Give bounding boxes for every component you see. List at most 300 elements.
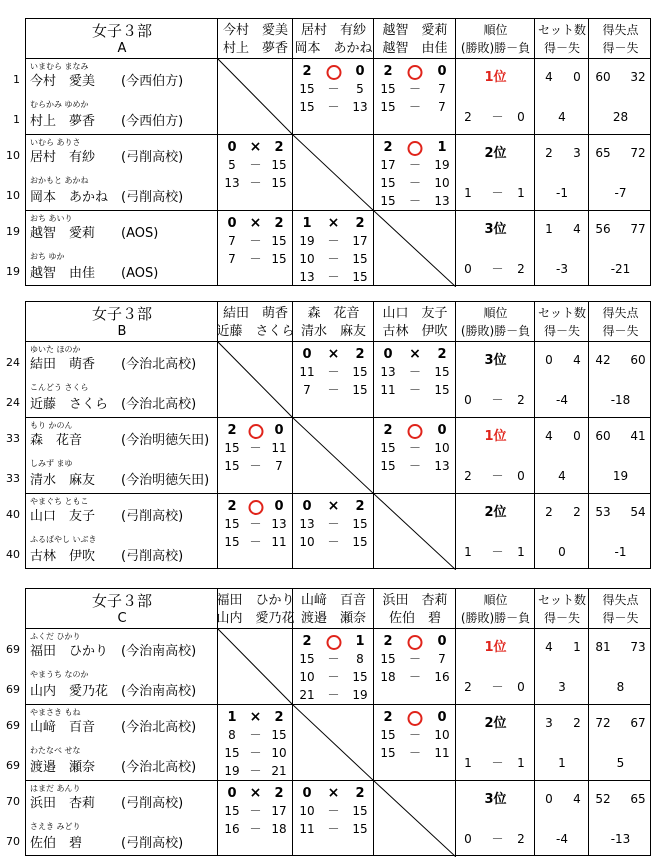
set-points-against: 15 (352, 270, 368, 284)
player-club: (今治北高校) (121, 720, 197, 735)
win-circle-icon (248, 424, 263, 439)
seed-number: 24 (6, 356, 20, 369)
points-difference: 19 (612, 469, 629, 483)
player-name: 今村 愛美 (30, 74, 96, 89)
wl-dash: － (491, 680, 504, 694)
player-kana: むらかみ ゆめか (30, 100, 89, 109)
match-score-won: 0 (383, 347, 393, 362)
wl-dash: － (491, 262, 504, 276)
column-player-name: 居村 有紗 (300, 23, 367, 38)
set-points-against: 11 (271, 441, 287, 455)
column-player-name: 越智 愛莉 (382, 23, 448, 38)
row-divider (26, 628, 650, 629)
wl-dash: － (491, 110, 504, 124)
match-score-won: 2 (302, 634, 312, 649)
set-points-against: 19 (352, 688, 368, 702)
seed-number: 40 (6, 508, 20, 521)
set-points-for: 15 (380, 176, 396, 190)
match-score-won: 2 (383, 710, 393, 725)
column-player-name: 森 花音 (307, 306, 360, 321)
seed-number: 1 (13, 73, 20, 86)
set-points-for: 15 (299, 100, 315, 114)
match-score-lost: 2 (355, 499, 365, 514)
sets-lost: 0 (573, 70, 581, 84)
set-dash: － (327, 82, 340, 96)
self-match-diagonal (293, 418, 374, 494)
set-points-against: 11 (434, 746, 450, 760)
set-points-against: 13 (434, 194, 450, 208)
set-dash: － (408, 459, 422, 473)
set-dash: － (249, 822, 262, 836)
set-points-against: 13 (434, 459, 450, 473)
set-points-for: 15 (380, 652, 396, 666)
set-points-against: 7 (438, 100, 446, 114)
match-score-won: 0 (302, 347, 312, 362)
set-points-for: 15 (299, 82, 315, 96)
player-kana: やまうち なのか (30, 670, 89, 679)
points-for: 42 (595, 353, 611, 367)
set-points-against: 10 (434, 176, 450, 190)
sets-lost: 2 (573, 716, 581, 730)
standings-table (25, 301, 651, 569)
set-points-against: 15 (352, 517, 368, 531)
set-points-for: 13 (299, 270, 315, 284)
losses-count: 1 (517, 186, 525, 200)
wins-count: 2 (464, 110, 472, 124)
sets-difference: 4 (558, 110, 566, 124)
player-name: 森 花音 (30, 433, 83, 448)
seed-number: 10 (6, 189, 20, 202)
set-points-for: 7 (228, 234, 236, 248)
set-points-for: 19 (224, 764, 240, 778)
set-dash: － (408, 728, 422, 742)
set-points-against: 13 (352, 100, 368, 114)
set-points-against: 10 (434, 441, 450, 455)
header-sets-plusminus: 得－失 (543, 41, 581, 55)
match-score-lost: 0 (355, 64, 365, 79)
player-kana: おち ゆか (30, 252, 65, 261)
sets-difference: -4 (556, 832, 568, 846)
set-points-for: 11 (299, 365, 315, 379)
set-dash: － (249, 764, 262, 778)
group-title: 女子３部 (91, 592, 153, 610)
set-points-for: 13 (299, 517, 315, 531)
player-club: (弓削高校) (121, 150, 184, 165)
self-match-diagonal (374, 781, 456, 857)
win-circle-icon (326, 65, 341, 80)
header-rank: 順位 (483, 593, 508, 607)
match-score-lost: 2 (355, 786, 365, 801)
win-circle-icon (408, 65, 423, 80)
match-score-won: 2 (227, 423, 237, 438)
column-player-name: 岡本 あかね (294, 41, 373, 56)
win-circle-icon (408, 635, 423, 650)
set-dash: － (408, 176, 422, 190)
set-dash: － (249, 234, 262, 248)
set-points-for: 15 (380, 194, 396, 208)
set-points-against: 18 (271, 822, 287, 836)
header-points-plusminus: 得－失 (602, 611, 639, 625)
player-kana: おかもと あかね (30, 176, 89, 185)
set-dash: － (408, 82, 422, 96)
player-club: (AOS) (121, 226, 159, 241)
player-club: (今治南高校) (121, 684, 197, 699)
group-letter: A (117, 41, 127, 56)
points-for: 52 (595, 792, 611, 806)
set-points-against: 15 (352, 804, 368, 818)
set-dash: － (327, 270, 340, 284)
points-against: 60 (630, 353, 646, 367)
set-points-against: 16 (434, 670, 450, 684)
set-points-for: 21 (299, 688, 315, 702)
match-score-won: 1 (302, 216, 312, 231)
set-dash: － (408, 746, 422, 760)
sets-lost: 1 (573, 640, 581, 654)
match-score-lost: 1 (355, 634, 365, 649)
player-club: (弓削高校) (121, 836, 184, 851)
set-points-against: 19 (434, 158, 450, 172)
seed-number: 19 (6, 265, 20, 278)
header-sets: セット数 (537, 593, 587, 607)
rank-badge: 1位 (484, 429, 507, 444)
set-points-against: 15 (352, 383, 368, 397)
player-club: (弓削高校) (121, 796, 184, 811)
set-dash: － (408, 652, 422, 666)
sets-difference: 1 (558, 756, 566, 770)
player-name: 近藤 さくら (30, 397, 109, 412)
player-club: (弓削高校) (121, 190, 184, 205)
win-circle-icon (408, 711, 423, 726)
points-difference: 8 (616, 680, 625, 694)
group-letter: C (117, 611, 127, 626)
match-score-lost: 1 (437, 140, 447, 155)
set-points-against: 10 (434, 728, 450, 742)
wl-dash: － (491, 393, 504, 407)
player-kana: ふるばやし いぶき (30, 535, 97, 544)
rank-badge: 3位 (484, 353, 507, 368)
set-dash: － (249, 804, 262, 818)
rank-badge: 1位 (484, 70, 507, 85)
match-score-won: 2 (383, 140, 393, 155)
player-name: 山内 愛乃花 (30, 684, 109, 699)
points-against: 67 (630, 716, 646, 730)
wl-dash: － (491, 545, 504, 559)
player-kana: もり かのん (30, 421, 73, 430)
points-against: 41 (630, 429, 646, 443)
losses-count: 0 (517, 469, 525, 483)
match-score-lost: 0 (274, 499, 284, 514)
match-score-won: 0 (227, 216, 237, 231)
set-dash: － (249, 459, 262, 473)
set-points-against: 15 (352, 670, 368, 684)
set-dash: － (408, 194, 422, 208)
standings-group-c (0, 588, 671, 856)
set-dash: － (327, 100, 340, 114)
column-player-name: 古林 伊吹 (382, 324, 448, 339)
rank-badge: 3位 (484, 792, 507, 807)
column-player-name: 山口 友子 (382, 306, 448, 321)
points-against: 72 (630, 146, 646, 160)
set-points-against: 15 (352, 822, 368, 836)
set-points-for: 5 (228, 158, 236, 172)
column-player-name: 今村 愛美 (222, 23, 289, 38)
set-dash: － (327, 670, 340, 684)
set-points-against: 10 (271, 746, 287, 760)
wins-count: 1 (464, 186, 472, 200)
sets-won: 2 (545, 505, 553, 519)
set-points-against: 15 (434, 383, 450, 397)
losses-count: 2 (517, 262, 525, 276)
points-for: 56 (595, 222, 611, 236)
set-points-for: 18 (380, 670, 396, 684)
set-dash: － (249, 176, 262, 190)
set-dash: － (327, 804, 340, 818)
points-for: 72 (595, 716, 611, 730)
header-rank: 順位 (483, 306, 508, 320)
set-points-against: 15 (434, 365, 450, 379)
set-points-for: 8 (228, 728, 236, 742)
points-against: 54 (630, 505, 646, 519)
player-name: 清水 麻友 (30, 473, 96, 488)
self-match-diagonal (374, 211, 456, 287)
player-kana: こんどう さくら (30, 383, 89, 392)
self-match-diagonal (293, 705, 374, 781)
player-kana: やまさき もね (30, 708, 81, 717)
match-score-lost: 2 (274, 216, 284, 231)
set-dash: － (327, 517, 340, 531)
header-win-loss: (勝敗)勝－負 (460, 611, 531, 625)
set-points-against: 5 (356, 82, 364, 96)
set-points-for: 15 (299, 652, 315, 666)
set-points-for: 10 (299, 535, 315, 549)
win-circle-icon (326, 635, 341, 650)
win-circle-icon (248, 500, 263, 515)
win-circle-icon (408, 424, 423, 439)
set-points-for: 11 (299, 822, 315, 836)
player-club: (今治北高校) (121, 357, 197, 372)
standings-table (25, 18, 651, 286)
set-points-for: 15 (224, 517, 240, 531)
points-for: 60 (595, 429, 611, 443)
match-score-won: 1 (227, 710, 237, 725)
player-kana: やまぐち ともこ (30, 497, 89, 506)
sets-difference: -4 (556, 393, 568, 407)
sets-won: 2 (545, 146, 553, 160)
standings-group-b (0, 301, 671, 569)
set-points-for: 7 (228, 252, 236, 266)
header-points-plusminus: 得－失 (602, 41, 639, 55)
wins-count: 0 (464, 832, 472, 846)
header-win-loss: (勝敗)勝－負 (460, 324, 531, 338)
losses-count: 1 (517, 756, 525, 770)
wins-count: 1 (464, 756, 472, 770)
set-points-for: 15 (380, 728, 396, 742)
points-difference: -1 (614, 545, 627, 559)
loss-cross-icon: × (327, 785, 340, 801)
match-score-lost: 2 (274, 786, 284, 801)
set-points-for: 15 (224, 441, 240, 455)
set-points-against: 15 (352, 535, 368, 549)
player-club: (今西伯方) (121, 114, 184, 129)
sets-lost: 3 (573, 146, 581, 160)
rank-badge: 2位 (484, 505, 507, 520)
loss-cross-icon: × (249, 139, 262, 155)
set-points-against: 15 (271, 234, 287, 248)
player-club: (弓削高校) (121, 509, 184, 524)
wins-count: 0 (464, 393, 472, 407)
header-rank: 順位 (483, 23, 508, 37)
seed-number: 69 (6, 683, 20, 696)
set-points-for: 13 (380, 365, 396, 379)
rank-badge: 2位 (484, 146, 507, 161)
set-points-against: 7 (275, 459, 283, 473)
set-points-for: 15 (380, 441, 396, 455)
seed-number: 69 (6, 759, 20, 772)
set-dash: － (249, 517, 262, 531)
player-club: (今治南高校) (121, 644, 197, 659)
set-points-against: 15 (271, 728, 287, 742)
group-letter: B (117, 324, 127, 339)
set-points-for: 15 (380, 100, 396, 114)
set-points-for: 15 (380, 82, 396, 96)
set-dash: － (408, 158, 422, 172)
set-dash: － (408, 670, 422, 684)
sets-difference: 3 (558, 680, 566, 694)
set-dash: － (327, 252, 340, 266)
player-name: 岡本 あかね (30, 190, 109, 205)
player-kana: わたなべ せな (30, 746, 81, 755)
points-difference: 28 (612, 110, 629, 124)
column-player-name: 山﨑 百音 (300, 593, 367, 608)
match-score-lost: 0 (437, 634, 447, 649)
points-difference: -18 (610, 393, 631, 407)
set-dash: － (408, 383, 422, 397)
sets-lost: 2 (573, 505, 581, 519)
set-dash: － (408, 365, 422, 379)
set-points-for: 15 (380, 459, 396, 473)
self-match-diagonal (218, 342, 293, 418)
seed-number: 70 (6, 835, 20, 848)
row-divider (26, 58, 650, 59)
player-name: 佐伯 碧 (30, 836, 83, 851)
sets-difference: 0 (558, 545, 566, 559)
header-points: 得失点 (602, 23, 639, 37)
set-points-for: 10 (299, 670, 315, 684)
header-points: 得失点 (602, 306, 639, 320)
player-name: 越智 由佳 (30, 266, 96, 281)
seed-number: 10 (6, 149, 20, 162)
group-title: 女子３部 (91, 305, 153, 323)
set-points-against: 15 (271, 176, 287, 190)
player-name: 山口 友子 (30, 509, 96, 524)
wl-dash: － (491, 756, 504, 770)
set-points-for: 11 (380, 383, 396, 397)
loss-cross-icon: × (249, 709, 262, 725)
set-points-for: 15 (224, 459, 240, 473)
set-dash: － (327, 822, 340, 836)
sets-won: 0 (545, 792, 553, 806)
sets-lost: 0 (573, 429, 581, 443)
losses-count: 0 (517, 110, 525, 124)
set-points-against: 15 (352, 252, 368, 266)
row-divider (26, 341, 650, 342)
group-title: 女子３部 (91, 22, 153, 40)
set-dash: － (327, 365, 340, 379)
header-points-plusminus: 得－失 (602, 324, 639, 338)
wins-count: 0 (464, 262, 472, 276)
match-score-lost: 0 (437, 64, 447, 79)
points-for: 65 (595, 146, 611, 160)
player-kana: ゆいた ほのか (30, 345, 81, 354)
set-dash: － (249, 535, 262, 549)
column-player-name: 佐伯 碧 (388, 611, 442, 626)
loss-cross-icon: × (327, 346, 340, 362)
points-for: 53 (595, 505, 611, 519)
points-difference: -7 (614, 186, 627, 200)
player-name: 渡邉 瀬奈 (30, 760, 96, 775)
match-score-lost: 2 (355, 216, 365, 231)
column-player-name: 山内 愛乃花 (216, 611, 295, 626)
player-kana: いむら ありさ (30, 138, 81, 147)
player-name: 結田 萌香 (30, 357, 96, 372)
set-dash: － (249, 441, 262, 455)
loss-cross-icon: × (249, 215, 262, 231)
set-points-for: 10 (299, 252, 315, 266)
set-points-against: 17 (352, 234, 368, 248)
sets-difference: 4 (558, 469, 566, 483)
header-win-loss: (勝敗)勝－負 (460, 41, 531, 55)
player-kana: はまだ あんり (30, 784, 81, 793)
standings-table (25, 588, 651, 856)
losses-count: 2 (517, 832, 525, 846)
set-dash: － (327, 234, 340, 248)
sets-lost: 4 (573, 222, 581, 236)
player-name: 山﨑 百音 (30, 720, 96, 735)
column-player-name: 浜田 杏莉 (382, 593, 448, 608)
player-club: (今治北高校) (121, 397, 197, 412)
set-dash: － (249, 746, 262, 760)
header-sets-plusminus: 得－失 (543, 611, 581, 625)
sets-difference: -1 (556, 186, 568, 200)
set-dash: － (327, 688, 340, 702)
set-dash: － (327, 652, 340, 666)
player-club: (AOS) (121, 266, 159, 281)
player-kana: ふくだ ひかり (30, 632, 81, 641)
points-difference: 5 (616, 756, 625, 770)
loss-cross-icon: × (409, 346, 421, 362)
match-score-lost: 0 (274, 423, 284, 438)
losses-count: 2 (517, 393, 525, 407)
set-points-for: 16 (224, 822, 240, 836)
set-points-against: 8 (356, 652, 364, 666)
set-points-for: 15 (224, 804, 240, 818)
set-points-for: 19 (299, 234, 315, 248)
player-name: 居村 有紗 (30, 150, 96, 165)
sets-won: 4 (545, 429, 553, 443)
match-score-lost: 2 (355, 347, 365, 362)
losses-count: 1 (517, 545, 525, 559)
player-kana: さえき みどり (30, 822, 81, 831)
sets-won: 1 (545, 222, 553, 236)
header-sets-plusminus: 得－失 (543, 324, 581, 338)
win-circle-icon (408, 141, 423, 156)
set-points-for: 17 (380, 158, 396, 172)
set-points-against: 17 (271, 804, 287, 818)
set-dash: － (408, 441, 422, 455)
set-points-against: 7 (438, 652, 446, 666)
sets-won: 3 (545, 716, 553, 730)
sets-won: 0 (545, 353, 553, 367)
